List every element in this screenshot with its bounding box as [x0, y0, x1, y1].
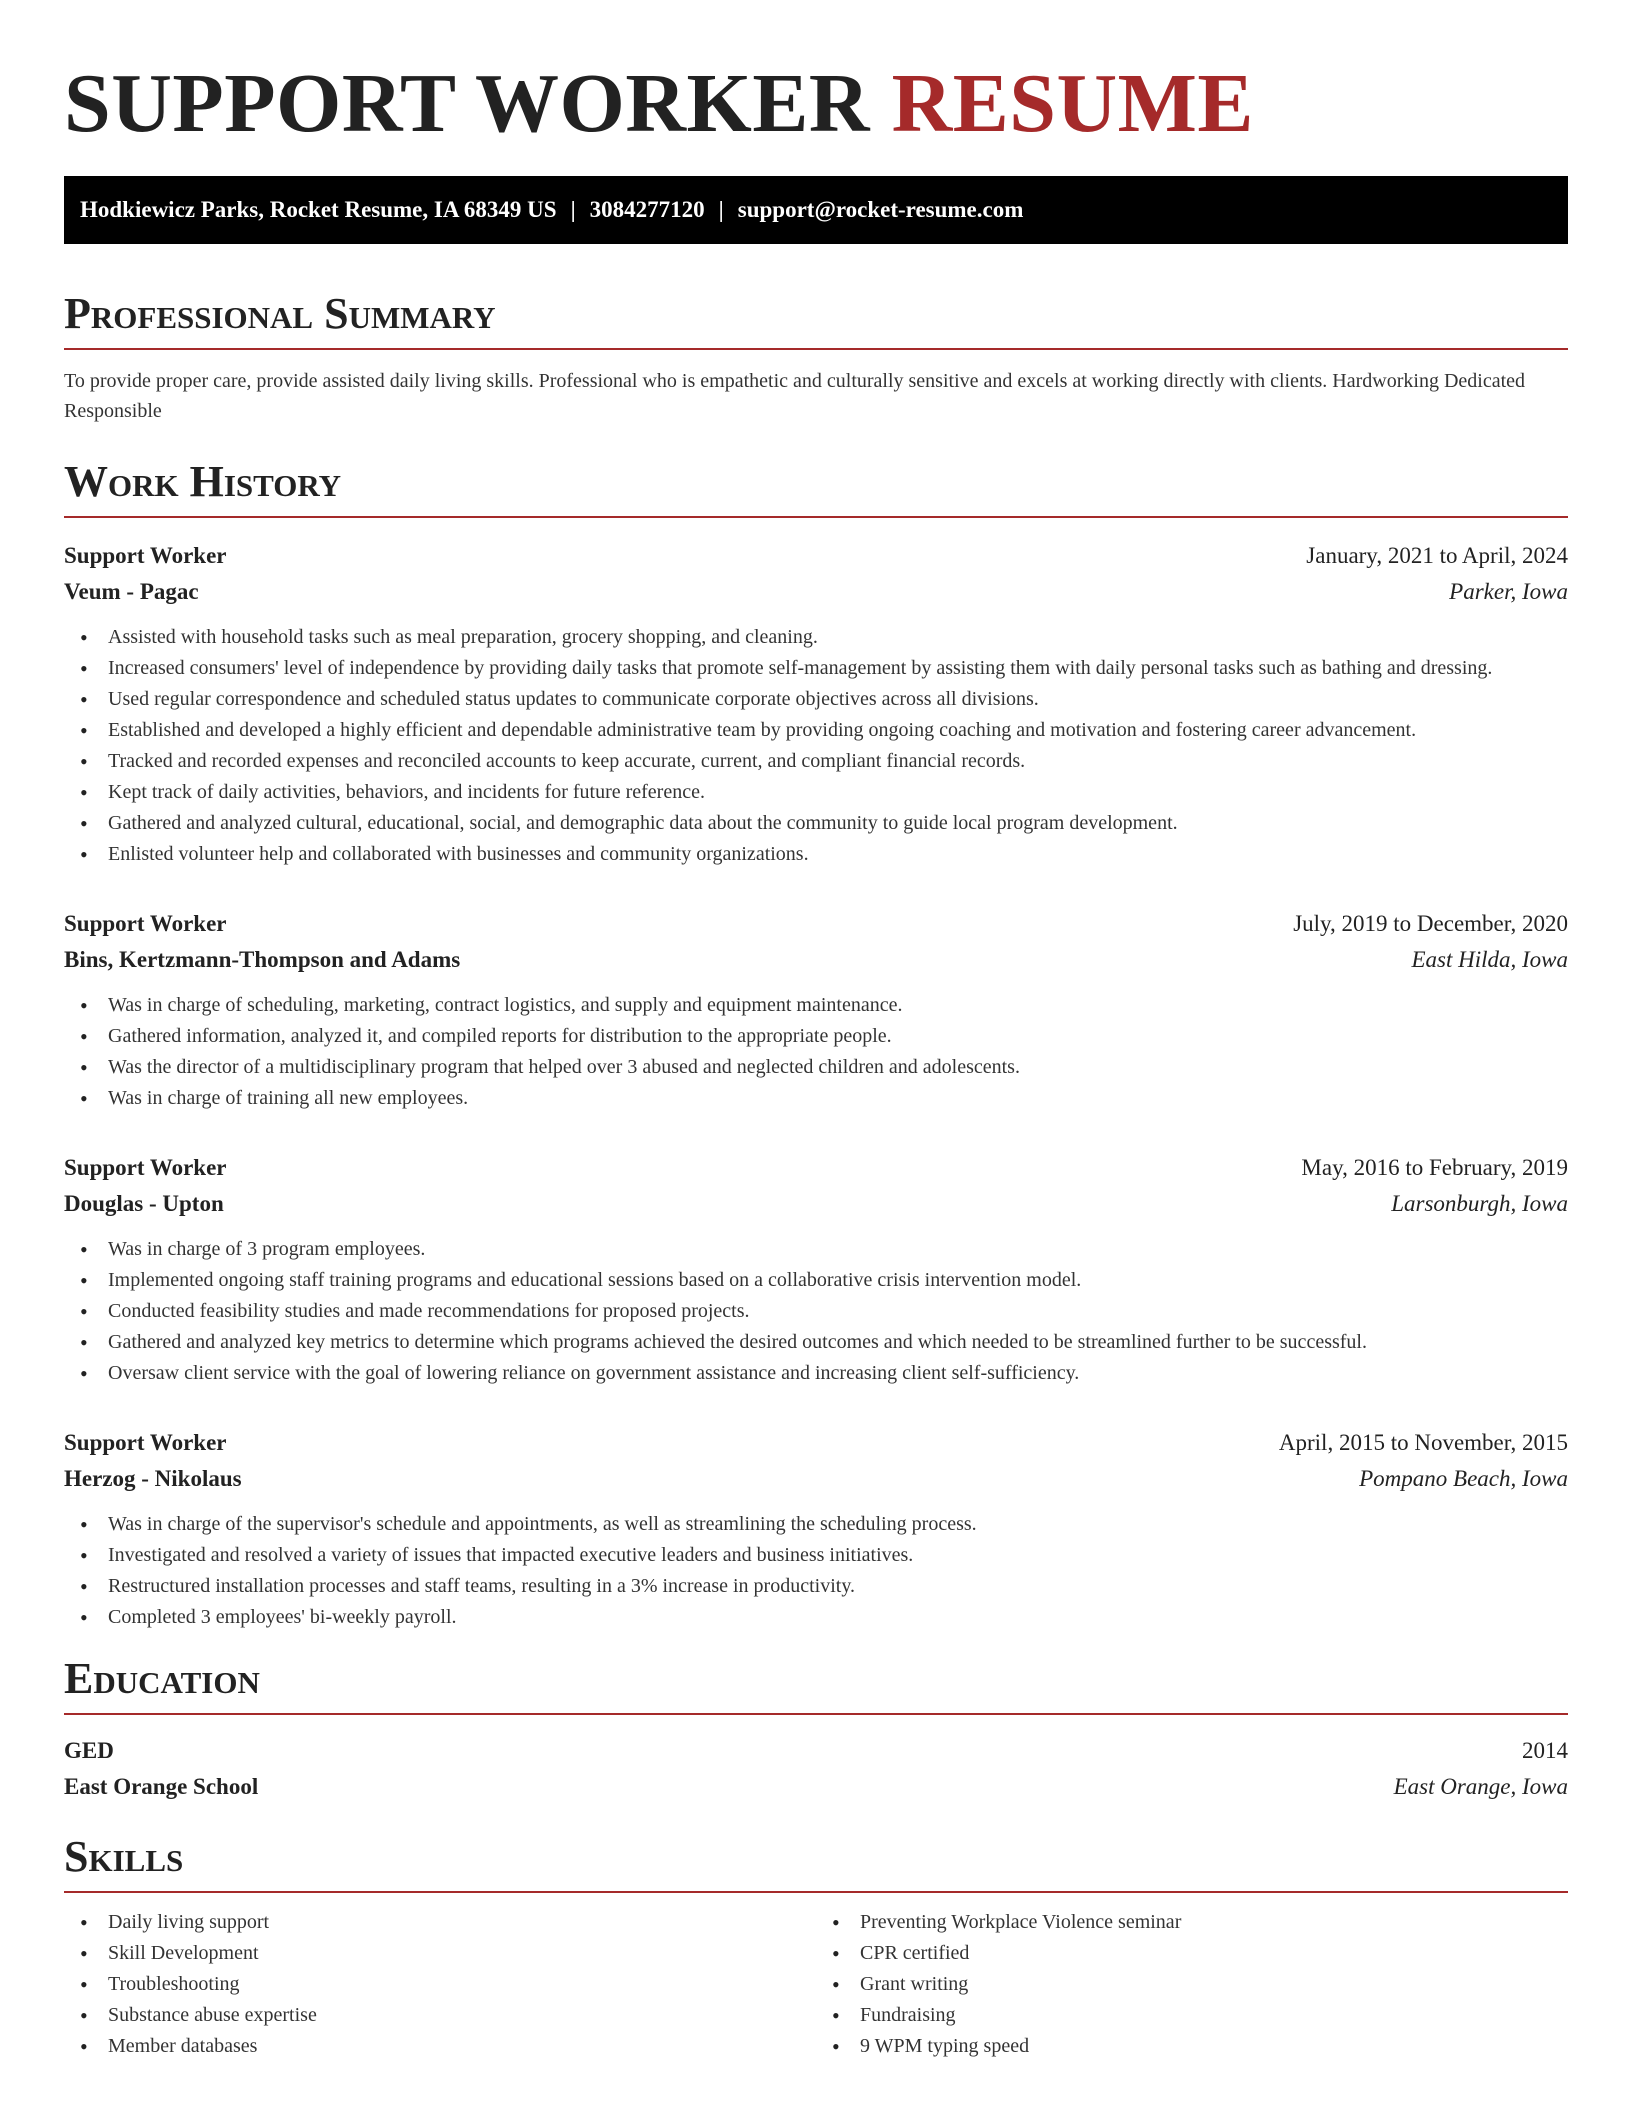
section-divider [64, 1713, 1568, 1715]
job-company-row [64, 574, 1568, 610]
job-bullets [64, 1234, 1568, 1389]
job-entry [64, 906, 1568, 1114]
list-item: • Was in charge of scheduling, marketing, contract logistics, and supply and equipment maintenance. [64, 990, 1568, 1021]
job-title: Support Worker [64, 911, 227, 936]
job-header-row [64, 1150, 1568, 1186]
job-entry [64, 1425, 1568, 1633]
skill-item: • Skill Development [64, 1938, 816, 1969]
job-location: East Hilda, Iowa [1411, 947, 1568, 972]
list-item: • Gathered and analyzed key metrics to determine which programs achieved the desired outcomes and which needed to be streamlined further to be successful. [64, 1327, 1568, 1358]
skills-grid [64, 1907, 1568, 2062]
list-item: • Tracked and recorded expenses and reconciled accounts to keep accurate, current, and compliant financial records. [64, 746, 1568, 777]
list-item: • Was the director of a multidisciplinary program that helped over 3 abused and neglected children and adolescents. [64, 1052, 1568, 1083]
job-dates: January, 2021 to April, 2024 [1306, 543, 1568, 568]
job-bullets [64, 622, 1568, 870]
job-header-row [64, 1425, 1568, 1461]
job-dates: July, 2019 to December, 2020 [1293, 911, 1568, 936]
job-title: Support Worker [64, 1155, 227, 1180]
contact-bar [64, 176, 1568, 244]
education-school: East Orange School [64, 1774, 259, 1799]
summary-section [64, 288, 1568, 426]
skill-item: • Grant writing [816, 1969, 1568, 2000]
list-item: • Kept track of daily activities, behaviors, and incidents for future reference. [64, 777, 1568, 808]
job-entry [64, 1150, 1568, 1389]
contact-separator: | [570, 197, 576, 222]
job-location: Pompano Beach, Iowa [1359, 1466, 1568, 1491]
list-item: • Was in charge of the supervisor's schedule and appointments, as well as streamlining the scheduling process. [64, 1509, 1568, 1540]
education-heading: Education [64, 1654, 260, 1703]
job-company: Bins, Kertzmann-Thompson and Adams [64, 947, 461, 972]
job-company-row [64, 1186, 1568, 1222]
list-item: • Investigated and resolved a variety of issues that impacted executive leaders and business initiatives. [64, 1540, 1568, 1571]
job-bullets [64, 1509, 1568, 1633]
job-entry [64, 538, 1568, 870]
skill-item: • Substance abuse expertise [64, 2000, 816, 2031]
list-item: • Was in charge of training all new employees. [64, 1083, 1568, 1114]
education-location: East Orange, Iowa [1393, 1774, 1568, 1799]
list-item: • Restructured installation processes and staff teams, resulting in a 3% increase in productivity. [64, 1571, 1568, 1602]
list-item: • Gathered and analyzed cultural, educational, social, and demographic data about the community to guide local program development. [64, 808, 1568, 839]
skill-item: • Daily living support [64, 1907, 816, 1938]
skills-section [64, 1831, 1568, 2062]
skills-heading: Skills [64, 1832, 184, 1881]
job-location: Parker, Iowa [1449, 579, 1568, 604]
skill-item: • CPR certified [816, 1938, 1568, 1969]
section-divider [64, 348, 1568, 350]
education-entry [64, 1733, 1568, 1805]
resume-title [64, 56, 1568, 152]
contact-address: Hodkiewicz Parks, Rocket Resume, IA 68349 US [80, 197, 557, 222]
section-divider [64, 1891, 1568, 1893]
job-title: Support Worker [64, 543, 227, 568]
list-item: • Used regular correspondence and scheduled status updates to communicate corporate objectives across all divisions. [64, 684, 1568, 715]
education-school-row [64, 1769, 1568, 1805]
contact-email: support@rocket-resume.com [737, 197, 1024, 222]
list-item: • Increased consumers' level of independence by providing daily tasks that promote self-management by assisting them with daily personal tasks such as bathing and dressing. [64, 653, 1568, 684]
education-year: 2014 [1522, 1738, 1568, 1763]
skill-item: • 9 WPM typing speed [816, 2031, 1568, 2062]
summary-text: To provide proper care, provide assisted daily living skills. Professional who is empathetic and culturally sensitive and excels at working directly with clients. Hardworking Dedicated Responsible [64, 370, 1526, 422]
skill-item: • Fundraising [816, 2000, 1568, 2031]
job-dates: May, 2016 to February, 2019 [1301, 1155, 1568, 1180]
list-item: • Was in charge of 3 program employees. [64, 1234, 1568, 1265]
job-header-row [64, 906, 1568, 942]
skill-item: • Member databases [64, 2031, 816, 2062]
list-item: • Completed 3 employees' bi-weekly payroll. [64, 1602, 1568, 1633]
list-item: • Enlisted volunteer help and collaborated with businesses and community organizations. [64, 839, 1568, 870]
work-history-section [64, 456, 1568, 1633]
job-bullets [64, 990, 1568, 1114]
title-accent: RESUME [891, 57, 1254, 150]
list-item: • Conducted feasibility studies and made recommendations for proposed projects. [64, 1296, 1568, 1327]
education-degree-row [64, 1733, 1568, 1769]
job-dates: April, 2015 to November, 2015 [1278, 1430, 1568, 1455]
summary-heading: Professional Summary [64, 289, 496, 338]
work-history-heading: Work History [64, 457, 342, 506]
contact-separator: | [718, 197, 724, 222]
job-title: Support Worker [64, 1430, 227, 1455]
list-item: • Oversaw client service with the goal of lowering reliance on government assistance and increasing client self-sufficiency. [64, 1358, 1568, 1389]
list-item: • Gathered information, analyzed it, and compiled reports for distribution to the appropriate people. [64, 1021, 1568, 1052]
job-company: Herzog - Nikolaus [64, 1466, 242, 1491]
job-location: Larsonburgh, Iowa [1391, 1191, 1568, 1216]
skills-list-left [64, 1907, 816, 2062]
skill-item: • Troubleshooting [64, 1969, 816, 2000]
skills-list-right [816, 1907, 1568, 2062]
section-divider [64, 516, 1568, 518]
education-section [64, 1653, 1568, 1805]
job-company-row [64, 942, 1568, 978]
list-item: • Implemented ongoing staff training programs and educational sessions based on a collaborative crisis intervention model. [64, 1265, 1568, 1296]
list-item: • Assisted with household tasks such as meal preparation, grocery shopping, and cleaning. [64, 622, 1568, 653]
job-company-row [64, 1461, 1568, 1497]
job-company: Douglas - Upton [64, 1191, 224, 1216]
title-main: SUPPORT WORKER [64, 57, 871, 150]
job-header-row [64, 538, 1568, 574]
job-company: Veum - Pagac [64, 579, 199, 604]
skill-item: • Preventing Workplace Violence seminar [816, 1907, 1568, 1938]
contact-phone: 3084277120 [589, 197, 705, 222]
list-item: • Established and developed a highly efficient and dependable administrative team by providing ongoing coaching and motivation and fostering career advancement. [64, 715, 1568, 746]
education-degree: GED [64, 1738, 114, 1763]
